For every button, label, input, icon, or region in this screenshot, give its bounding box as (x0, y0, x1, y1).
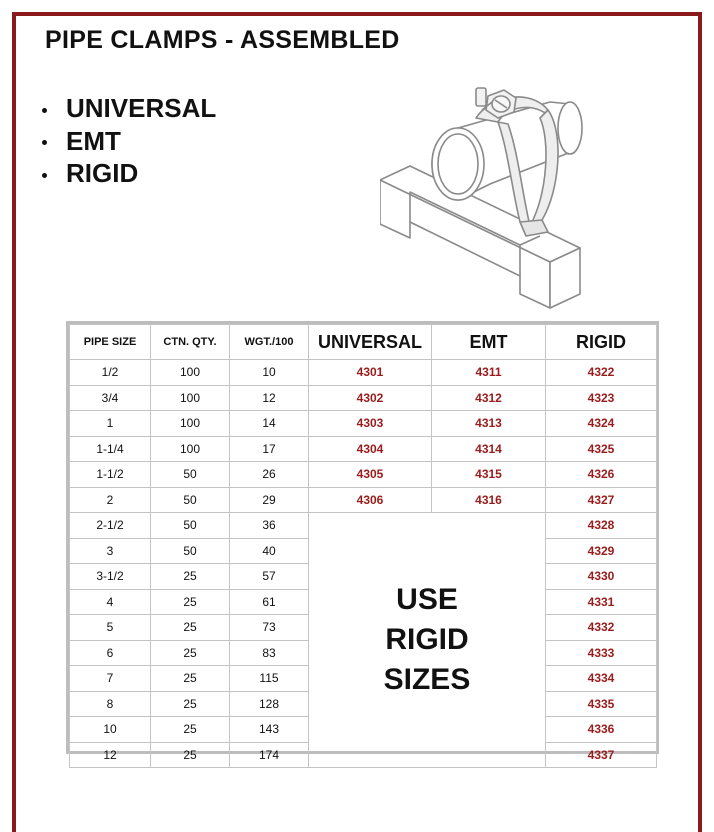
cell-wgt: 143 (230, 717, 309, 743)
cell-wgt: 40 (230, 538, 309, 564)
cell-pipe-size: 7 (70, 666, 151, 692)
cell-rigid-code: 4333 (546, 640, 657, 666)
cell-ctn-qty: 25 (151, 691, 230, 717)
note-line: SIZES (383, 663, 471, 696)
cell-pipe-size: 1/2 (70, 360, 151, 386)
table-row (70, 360, 657, 386)
cell-universal-code: 4306 (309, 487, 432, 513)
cell-ctn-qty: 50 (151, 487, 230, 513)
cell-rigid-code: 4331 (546, 589, 657, 615)
cell-pipe-size: 10 (70, 717, 151, 743)
table-row (70, 487, 657, 513)
cell-ctn-qty: 25 (151, 666, 230, 692)
cell-pipe-size: 1 (70, 411, 151, 437)
cell-wgt: 57 (230, 564, 309, 590)
table-row (70, 513, 657, 539)
cell-wgt: 115 (230, 666, 309, 692)
cell-pipe-size: 6 (70, 640, 151, 666)
cell-pipe-size: 3-1/2 (70, 564, 151, 590)
cell-ctn-qty: 100 (151, 360, 230, 386)
note-line: USE (396, 583, 458, 616)
cell-rigid-code: 4336 (546, 717, 657, 743)
cell-universal-code: 4301 (309, 360, 432, 386)
cell-ctn-qty: 50 (151, 538, 230, 564)
cell-pipe-size: 12 (70, 742, 151, 768)
bullet-item: UNIVERSAL (42, 92, 216, 125)
cell-ctn-qty: 100 (151, 411, 230, 437)
cell-rigid-code: 4325 (546, 436, 657, 462)
cell-ctn-qty: 25 (151, 564, 230, 590)
page-title: PIPE CLAMPS - ASSEMBLED (45, 26, 400, 54)
cell-pipe-size: 2-1/2 (70, 513, 151, 539)
cell-rigid-code: 4335 (546, 691, 657, 717)
cell-universal-code: 4302 (309, 385, 432, 411)
cell-pipe-size: 3/4 (70, 385, 151, 411)
cell-rigid-code: 4322 (546, 360, 657, 386)
pipe-clamp-table (66, 321, 659, 762)
table-row (70, 436, 657, 462)
cell-emt-code: 4316 (432, 487, 546, 513)
cell-rigid-code: 4326 (546, 462, 657, 488)
cell-rigid-code: 4330 (546, 564, 657, 590)
cell-ctn-qty: 25 (151, 589, 230, 615)
cell-wgt: 83 (230, 640, 309, 666)
cell-ctn-qty: 100 (151, 385, 230, 411)
cell-emt-code: 4311 (432, 360, 546, 386)
cell-rigid-code: 4328 (546, 513, 657, 539)
cell-wgt: 29 (230, 487, 309, 513)
cell-universal-code: 4305 (309, 462, 432, 488)
note-line: RIGID (385, 623, 469, 656)
col-header-pipe-size: PIPE SIZE (70, 325, 151, 360)
cell-pipe-size: 8 (70, 691, 151, 717)
cell-wgt: 174 (230, 742, 309, 768)
cell-rigid-code: 4327 (546, 487, 657, 513)
bullet-list (42, 92, 216, 190)
bullet-dot-icon (42, 108, 47, 113)
table-row (70, 462, 657, 488)
col-header-rigid: RIGID (546, 325, 657, 360)
bullet-item: RIGID (42, 157, 216, 190)
cell-ctn-qty: 25 (151, 640, 230, 666)
cell-pipe-size: 1-1/4 (70, 436, 151, 462)
cell-rigid-code: 4324 (546, 411, 657, 437)
bullet-dot-icon (42, 173, 47, 178)
cell-emt-code: 4312 (432, 385, 546, 411)
cell-emt-code: 4313 (432, 411, 546, 437)
cell-ctn-qty: 25 (151, 615, 230, 641)
cell-pipe-size: 5 (70, 615, 151, 641)
cell-rigid-code: 4329 (546, 538, 657, 564)
cell-wgt: 10 (230, 360, 309, 386)
cell-rigid-code: 4334 (546, 666, 657, 692)
cell-ctn-qty: 100 (151, 436, 230, 462)
col-header-ctn-qty: CTN. QTY. (151, 325, 230, 360)
cell-emt-code: 4314 (432, 436, 546, 462)
col-header-universal: UNIVERSAL (309, 325, 432, 360)
bullet-dot-icon (42, 140, 47, 145)
cell-wgt: 17 (230, 436, 309, 462)
cell-pipe-size: 4 (70, 589, 151, 615)
cell-wgt: 73 (230, 615, 309, 641)
cell-pipe-size: 1-1/2 (70, 462, 151, 488)
cell-ctn-qty: 25 (151, 717, 230, 743)
cell-wgt: 26 (230, 462, 309, 488)
cell-rigid-code: 4332 (546, 615, 657, 641)
cell-rigid-code: 4337 (546, 742, 657, 768)
table-row (70, 411, 657, 437)
pipe-clamp-on-strut-icon (380, 80, 610, 315)
cell-wgt: 128 (230, 691, 309, 717)
cell-wgt: 61 (230, 589, 309, 615)
table-header-row (70, 325, 657, 360)
cell-ctn-qty: 50 (151, 462, 230, 488)
col-header-wgt: WGT./100 (230, 325, 309, 360)
col-header-emt: EMT (432, 325, 546, 360)
cell-pipe-size: 2 (70, 487, 151, 513)
cell-universal-code: 4304 (309, 436, 432, 462)
cell-wgt: 14 (230, 411, 309, 437)
use-rigid-sizes-note (309, 513, 546, 768)
cell-pipe-size: 3 (70, 538, 151, 564)
cell-wgt: 36 (230, 513, 309, 539)
cell-emt-code: 4315 (432, 462, 546, 488)
cell-ctn-qty: 50 (151, 513, 230, 539)
cell-rigid-code: 4323 (546, 385, 657, 411)
cell-wgt: 12 (230, 385, 309, 411)
table-row (70, 385, 657, 411)
cell-universal-code: 4303 (309, 411, 432, 437)
bullet-item: EMT (42, 125, 216, 158)
cell-ctn-qty: 25 (151, 742, 230, 768)
